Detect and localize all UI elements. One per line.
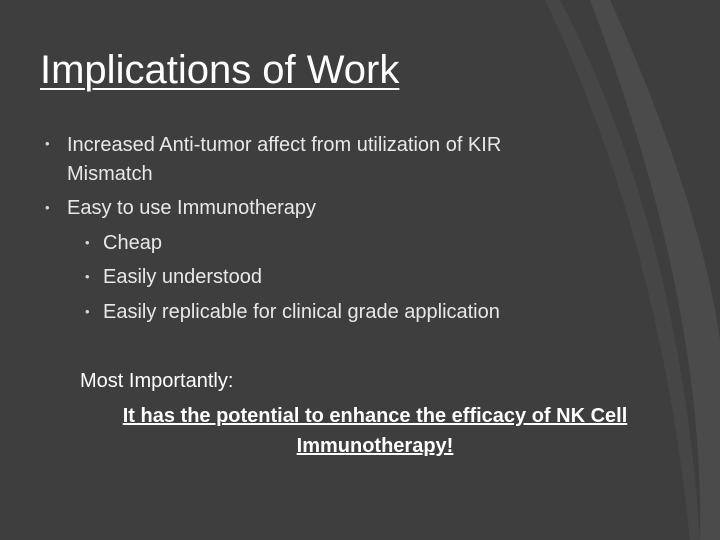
bullet-item-continuation: Mismatch <box>67 163 153 185</box>
emphasis-text: It has the potential to enhance the efficacy of NK Cell Immunotherapy! <box>122 405 628 457</box>
sub-bullet-item: Easily replicable for clinical grade application <box>103 301 500 323</box>
bullet-item: Easy to use Immunotherapy <box>67 197 317 219</box>
bullet-dot: • <box>45 136 50 151</box>
sub-bullet-dot: • <box>85 235 90 250</box>
slide-title: Implications of Work <box>40 48 400 92</box>
bullet-item: Increased Anti-tumor affect from utilization of KIR <box>67 134 502 156</box>
sub-bullet-item: Easily understood <box>103 266 262 288</box>
sub-bullet-item: Cheap <box>103 232 162 254</box>
emphasis-label: Most Importantly: <box>80 370 234 392</box>
sub-bullet-dot: • <box>85 269 90 284</box>
sub-bullet-dot: • <box>85 304 90 319</box>
bullet-dot: • <box>45 200 50 215</box>
